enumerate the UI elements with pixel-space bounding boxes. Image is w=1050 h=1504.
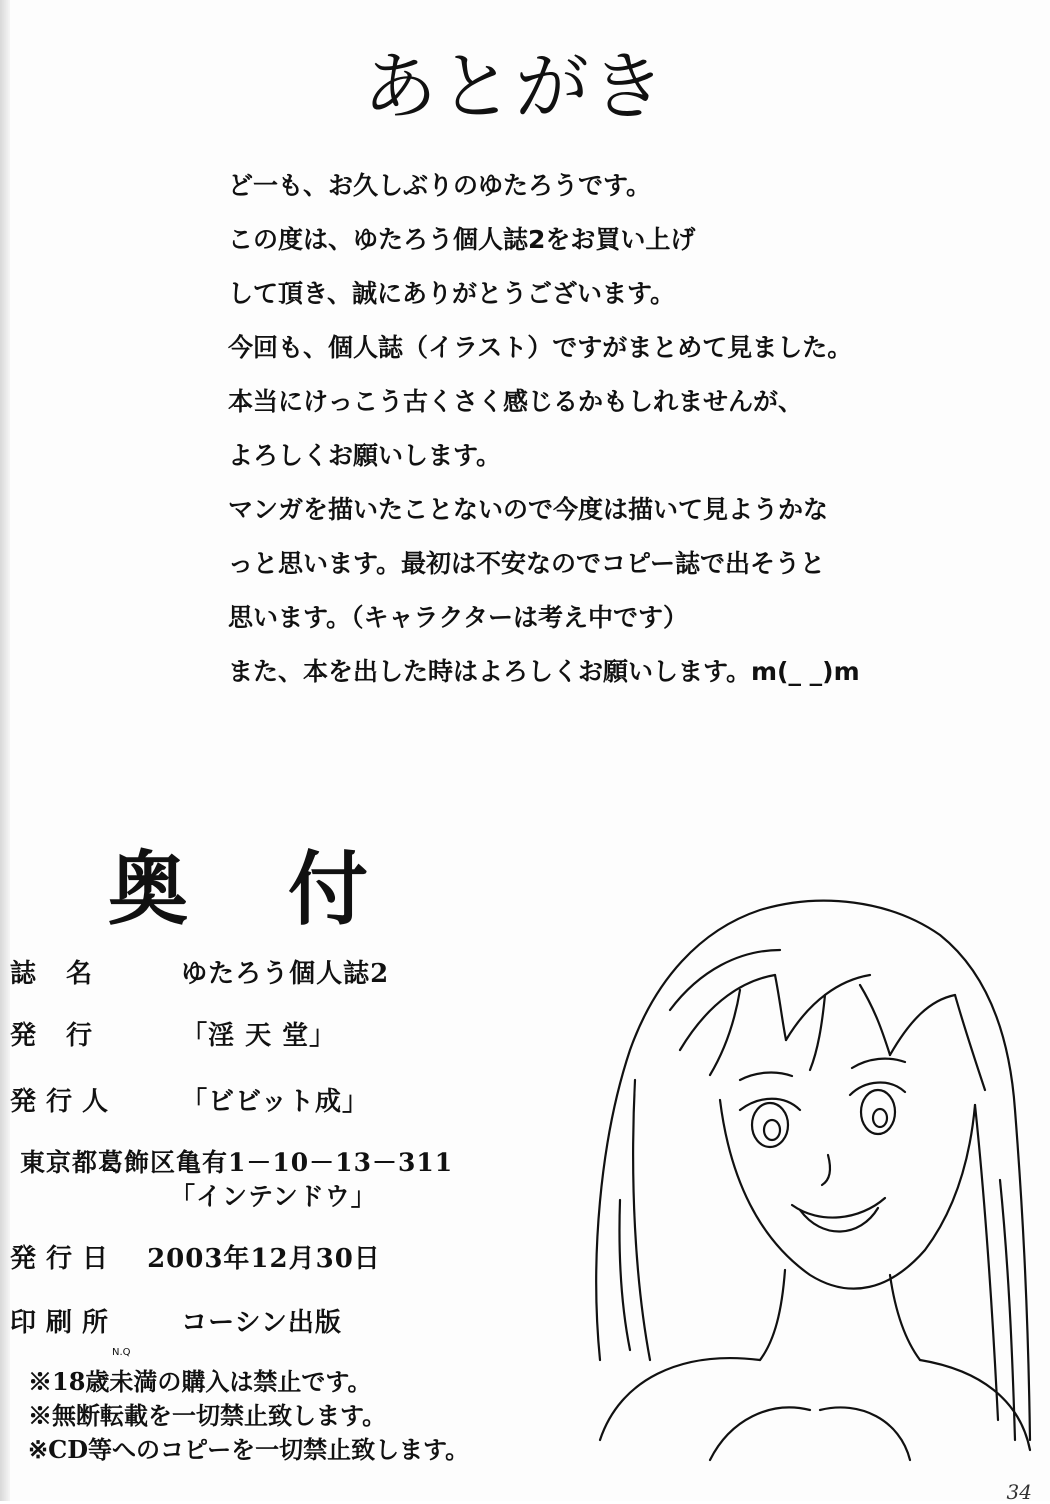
afterword-line: また、本を出した時はよろしくお願いします。m(_ _)m — [228, 657, 860, 686]
afterword-line: 本当にけっこう古くさく感じるかもしれませんが、 — [228, 387, 804, 416]
colophon-title-char: 付 — [288, 842, 468, 936]
page-spine-shadow — [0, 0, 10, 1501]
publisher-value: 「淫 天 堂」 — [181, 1021, 337, 1051]
address-name: 「インテンドウ」 — [170, 1182, 377, 1211]
nq-mark: N.Q — [112, 1347, 131, 1358]
afterword-line: っと思います。最初は不安なのでコピー誌で出そうと — [228, 549, 826, 578]
address-block — [20, 1146, 453, 1214]
afterword-line: して頂き、誠にありがとうございます。 — [228, 279, 676, 308]
magazine-name-value: ゆたろう個人誌2 — [181, 959, 390, 989]
printer-value: コーシン出版 — [181, 1308, 342, 1338]
notice-item: ※無断転載を一切禁止致します。 — [28, 1401, 387, 1430]
colophon-row-issuer — [10, 1081, 369, 1118]
issue-date-label: 発行日 — [10, 1244, 119, 1274]
address-text: 東京都葛飾区亀有1－10－13－311 — [20, 1148, 454, 1177]
afterword-line: 今回も、個人誌（イラスト）ですがまとめて見ました。 — [228, 333, 853, 362]
colophon-row-printer — [10, 1302, 342, 1339]
issuer-label: 発行人 — [10, 1087, 119, 1117]
notice-item: ※CD等へのコピーを一切禁止致します。 — [28, 1435, 470, 1464]
afterword-line: 思います。（キャラクターは考え中です） — [228, 603, 689, 632]
afterword-line: マンガを描いたことないので今度は描いて見ようかな — [228, 495, 829, 524]
page-number: 34 — [1006, 1480, 1032, 1504]
issuer-value: 「ビビット成」 — [181, 1087, 370, 1117]
afterword-line: よろしくお願いします。 — [228, 441, 502, 470]
colophon-row-issue-date — [10, 1238, 381, 1275]
publisher-label: 発行 — [10, 1021, 123, 1051]
afterword-title: あとがき — [363, 44, 667, 130]
afterword-body — [228, 164, 868, 704]
notice-list — [28, 1366, 469, 1468]
colophon-title-char: 奥 — [108, 842, 288, 936]
afterword-line: ど一も、お久しぶりのゆたろうです。 — [228, 171, 652, 200]
colophon-title — [108, 825, 468, 940]
colophon-row-publisher — [10, 1015, 336, 1052]
colophon-row-magazine-name — [10, 953, 389, 990]
afterword-line: この度は、ゆたろう個人誌2をお買い上げ — [228, 225, 696, 254]
magazine-name-label: 誌名 — [10, 959, 123, 989]
issue-date-value: 2003年12月30日 — [147, 1244, 381, 1274]
printer-label: 印刷所 — [10, 1308, 119, 1338]
notice-item: ※18歳未満の購入は禁止です。 — [28, 1367, 372, 1396]
long-haired-girl-line-drawing — [560, 880, 1050, 1480]
